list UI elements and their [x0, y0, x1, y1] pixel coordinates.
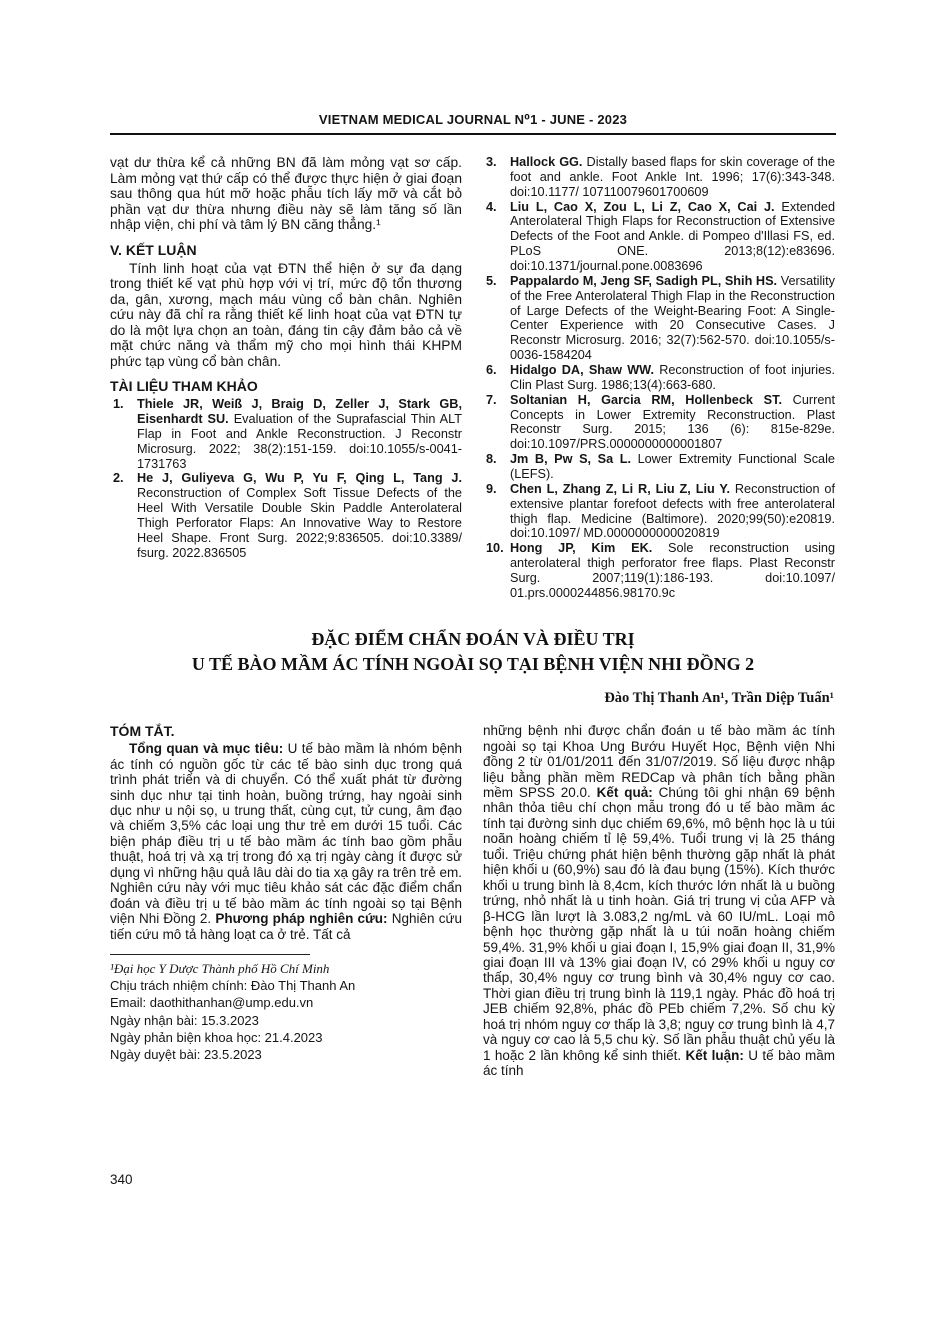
- reference-number: 10.: [486, 541, 504, 556]
- reference-item: [483, 393, 835, 452]
- reference-item: [483, 482, 835, 541]
- footnote-date-received: Ngày nhận bài: 15.3.2023: [110, 1012, 259, 1028]
- abstract-paragraph: [110, 741, 462, 942]
- abstract-text-methods-continued: những bệnh nhi được chẩn đoán u tế bào mầm ác tính ngoài sọ tại Khoa Ung Bướu Huyết Học, Bệnh viện Nhi đồng 2 từ 01/01/2011 đến 31/07/2019. Số liệu được nhập liệu bằng phần mềm REDCap và phân tích bằng phần mềm SPSS 20.0.: [483, 723, 835, 800]
- continuation-paragraph: vạt dư thừa kể cả những BN đã làm mỏng vạt sơ cấp. Làm mỏng vạt thứ cấp có thể được thực hiện ở giai đoạn sau thông qua hút mỡ hoặc phẫu tích lấy mỡ và cắt bỏ phần vạt dư thừa nhưng điều này sẽ làm tăng số lần nhập viện, chi phí và tâm lý BN căng thẳng.¹: [110, 155, 462, 233]
- abstract-left-column: [110, 723, 462, 1063]
- reference-item: [483, 200, 835, 274]
- reference-number: 8.: [486, 452, 497, 467]
- footnote-block: [110, 954, 462, 1063]
- reference-item: [110, 397, 462, 471]
- right-column: [483, 155, 835, 601]
- abstract-label-conclusion: Kết luận:: [685, 1047, 744, 1063]
- abstract-text-methods: Nghiên cứu tiến cứu mô tả hàng loạt ca ở trẻ. Tất cả: [110, 911, 463, 942]
- reference-item: [483, 363, 835, 393]
- reference-item: [483, 274, 835, 363]
- reference-item: [110, 471, 462, 560]
- abstract-label-background: Tổng quan và mục tiêu:: [129, 741, 284, 757]
- journal-title: VIETNAM MEDICAL JOURNAL N⁰1 - JUNE - 2023: [318, 112, 628, 127]
- reference-text: Reconstruction of foot injuries. Clin Plast Surg. 1986;13(4):663-680.: [510, 363, 836, 392]
- reference-number: 7.: [486, 392, 497, 407]
- reference-number: 9.: [486, 481, 497, 496]
- reference-text: Evaluation of the Suprafascial Thin ALT Flap in Foot and Ankle Reconstruction. J Reconstr Microsurg. 2022; 38(2):151-159. doi:10.1055/s-0041-1731763: [137, 412, 463, 471]
- article-title-line-1: ĐẶC ĐIỂM CHẨN ĐOÁN VÀ ĐIỀU TRỊ: [311, 628, 635, 649]
- reference-number: 4.: [486, 199, 497, 214]
- footnote-date-reviewed: Ngày phản biện khoa học: 21.4.2023: [110, 1029, 323, 1045]
- abstract-label-results: Kết quả:: [596, 784, 653, 800]
- reference-authors: He J, Guliyeva G, Wu P, Yu F, Qing L, Tang J.: [137, 471, 462, 486]
- previous-article-section: [110, 155, 836, 601]
- abstract-text-background: U tế bào mầm là nhóm bệnh ác tính có nguồn gốc từ các tế bào sinh dục trong quá trình phát triển và di chuyển. Có thể xuất phát từ đường sinh dục như tại tinh hoàn, buồng trứng, hay ngoài sinh dục như u nội sọ, u trung thất, cùng cụt, tử cung, âm đạo và chiếm 3,5% các loại ung thư trẻ em dưới 15 tuổi. Các biện pháp điều trị u tế bào mầm ác tính bao gồm phẫu thuật, hoá trị và xạ trị trong đó xạ trị ngày càng ít được sử dụng vì những hậu quả lâu dài do tia xạ gây ra trên trẻ em. Nghiên cứu này với mục tiêu khảo sát các đặc điểm chẩn đoán và điều trị u tế bào mầm ác tính ngoài sọ tại Bệnh viện Nhi Đồng 2.: [110, 741, 463, 927]
- reference-text: Reconstruction of extensive plantar forefoot defects with free anterolateral thigh flap. Medicine (Baltimore). 2020;99(50):e20819. doi:10.1097/ MD.0000000000020819: [510, 481, 835, 541]
- footnote-divider: [110, 954, 310, 955]
- reference-text: Versatility of the Free Anterolateral Thigh Flap in the Reconstruction of Large Defects of the Weight-Bearing Foot: A Single-Center Experience with 20 Consecutive Cases. J Reconstr Microsurg. 2016; 32(7):562-570. doi:10.1055/s-0036-1584204: [510, 273, 835, 363]
- reference-item: [483, 541, 835, 600]
- abstract-text-conclusion: U tế bào mầm ác tính: [483, 1047, 835, 1079]
- article-authors: Đào Thị Thanh An¹, Trần Diệp Tuấn¹: [604, 690, 834, 707]
- article-header: [110, 627, 836, 707]
- reference-text: Lower Extremity Functional Scale (LEFS).: [510, 452, 835, 482]
- footnote-responsible-author: Chịu trách nhiệm chính: Đào Thị Thanh An: [110, 978, 356, 994]
- abstract-label-methods: Phương pháp nghiên cứu:: [215, 911, 388, 927]
- references-heading: TÀI LIỆU THAM KHẢO: [110, 378, 258, 395]
- reference-authors: Jm B, Pw S, Sa L.: [510, 452, 631, 467]
- reference-text: Sole reconstruction using anterolateral thigh perforator free flaps. Plast Reconstr Surg. 2007;119(1):186-193. doi:10.1097/ 01.prs.0000244856.98170.9c: [510, 541, 835, 600]
- page-number: 340: [110, 1172, 133, 1187]
- reference-authors: Pappalardo M, Jeng SF, Sadigh PL, Shih HS.: [510, 273, 778, 288]
- reference-text: Current Concepts in Lower Extremity Reconstruction. Plast Reconstr Surg. 2015; 136 (6): 815e-829e. doi:10.1097/PRS.0000000000001807: [510, 392, 835, 452]
- reference-number: 1.: [113, 397, 124, 412]
- reference-text: Distally based flaps for skin coverage of the foot and ankle. Foot Ankle Int. 1996; 17(6):343-348. doi:10.1177/ 107110079601700609: [510, 155, 835, 199]
- article-title: [110, 627, 836, 677]
- reference-item: [483, 452, 835, 482]
- journal-header: [110, 112, 836, 135]
- reference-text: Reconstruction of Complex Soft Tissue Defects of the Heel With Versatile Double Skin Paddle Anterolateral Thigh Perforator Flaps: An Innovative Way to Restore Heel Shape. Front Surg. 2022;9:836505. doi:10.3389/ fsurg. 2022.836505: [137, 486, 462, 560]
- reference-text: Extended Anterolateral Thigh Flaps for Reconstruction of Extensive Defects of the Foot and Ankle. di Pompeo d'Illasi FS, ed. PLoS ONE. 2013;8(12):e83696. doi:10.1371/journal.pone.0083696: [510, 199, 836, 274]
- footnote-affiliation: ¹Đại học Y Dược Thành phố Hồ Chí Minh: [110, 961, 330, 977]
- abstract-right-column: [483, 723, 835, 1078]
- footnote-email: Email: daothithanhan@ump.edu.vn: [110, 995, 314, 1011]
- reference-authors: Thiele JR, Weiß J, Braig D, Zeller J, Stark GB, Eisenhardt SU.: [137, 397, 462, 427]
- reference-authors: Hallock GG.: [510, 155, 583, 169]
- reference-authors: Chen L, Zhang Z, Li R, Liu Z, Liu Y.: [510, 481, 730, 496]
- reference-number: 2.: [113, 471, 124, 486]
- reference-authors: Hong JP, Kim EK.: [510, 541, 653, 556]
- abstract-text-results: Chúng tôi ghi nhận 69 bệnh nhân thỏa tiêu chí chọn mẫu trong đó u tế bào mầm ác tính tại đường sinh dục chiếm 69,6%, mô bệnh học là u túi noãn hoàng chiếm tỉ lệ 59,4%. Tuổi trung vị là 25 tháng tuổi. Triệu chứng phát hiện bệnh thường gặp nhất là phát hiện khối u (60,9%) sau đó là đau bụng (15%). Kích thước khối u trung bình là 8,4cm, kích thước lớn nhất là u buồng trứng, nhỏ nhất là u tinh hoàn. Giá trị trung vị của AFP và β-HCG lần lượt là 3.083,2 ng/mL và 60 IU/mL. Loại mô bệnh học thường gặp nhất là u túi noãn hoàng chiếm 59,4%. 31,9% khối u giai đoạn I, 15,9% giai đoạn II, 31,9% giai đoạn III và 13% giai đoạn IV, có 29% khối u nguy cơ thấp, 30,4% nguy cơ trung bình và 30,4% nguy cơ cao. Thời gian điều trị trung bình là 119,1 ngày. Phác đồ hoá trị JEB chiếm 92,8%, phác đồ PEb chiếm 7,2%. Số chu kỳ hoá trị nhóm nguy cơ thấp là 3,8; nguy cơ trung bình là 4,7 và nguy cơ cao là 5,5 chu kỳ. Số lần phẫu thuật chủ yếu là 1 hoặc 2 lần không kể sinh thiết.: [483, 784, 836, 1063]
- reference-number: 3.: [486, 155, 497, 169]
- article-title-line-2: U TẾ BÀO MẦM ÁC TÍNH NGOÀI SỌ TẠI BỆNH VIỆN NHI ĐỒNG 2: [191, 653, 755, 674]
- reference-authors: Soltanian H, Garcia RM, Hollenbeck ST.: [510, 392, 782, 407]
- reference-number: 5.: [486, 273, 497, 288]
- abstract-paragraph-continued: [483, 723, 835, 1078]
- abstract-section: [110, 723, 836, 1078]
- conclusion-paragraph: Tính linh hoạt của vạt ĐTN thể hiện ở sự đa dạng trong thiết kế vạt phù hợp với vị trí, mức độ tổn thương da, gân, xương, mạch máu vùng cổ bàn chân. Nghiên cứu này đã chỉ ra rằng thiết kế linh hoạt của vạt ĐTN tự do là một lựa chọn an toàn, đáng tin cậy đảm bảo cả về mặt chức năng và thẩm mỹ cho mọi hình thái KHPM phức tạp vùng cổ bàn chân.: [110, 260, 462, 369]
- footnote-date-accepted: Ngày duyệt bài: 23.5.2023: [110, 1046, 262, 1062]
- reference-authors: Liu L, Cao X, Zou L, Li Z, Cao X, Cai J.: [510, 199, 775, 214]
- abstract-heading: TÓM TẮT.: [110, 723, 175, 740]
- conclusion-heading: V. KẾT LUẬN: [110, 241, 197, 258]
- left-column: [110, 155, 462, 561]
- reference-item: [483, 155, 835, 200]
- reference-number: 6.: [486, 363, 497, 378]
- reference-authors: Hidalgo DA, Shaw WW.: [510, 363, 654, 378]
